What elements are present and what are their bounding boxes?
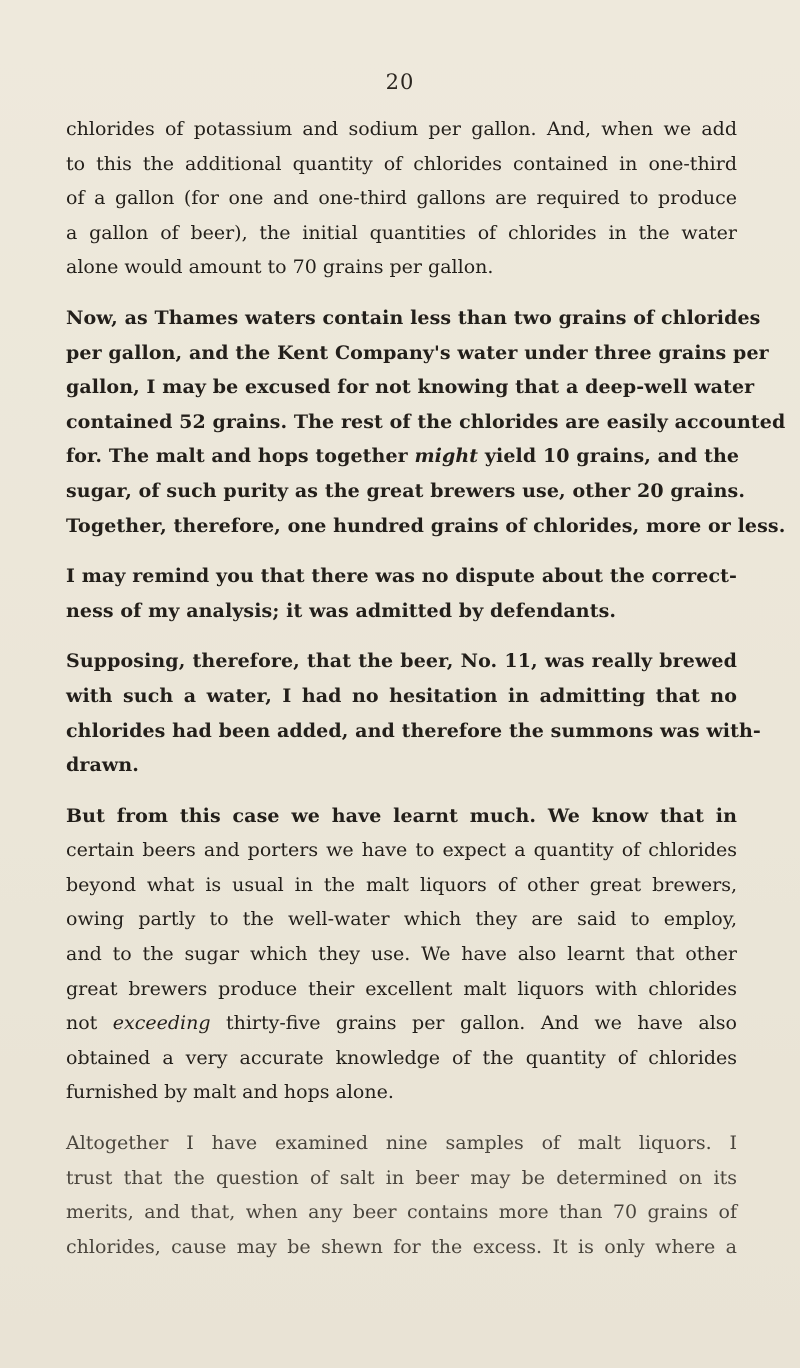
- text-line: Together, therefore, one hundred grains of chlorides, more or less.: [66, 514, 786, 537]
- text-line: drawn.: [66, 754, 139, 777]
- text-line: ness of my analysis; it was admitted by defendants.: [66, 599, 617, 622]
- text-line: chlorides, cause may be shewn for the excess. It is only where a: [66, 1235, 737, 1258]
- page-number: 20: [385, 70, 415, 94]
- text-line: certain beers and porters we have to expect a quantity of chlorides: [66, 839, 737, 862]
- text-line: Now, as Thames waters contain less than two grains of chlorides: [66, 306, 761, 329]
- text-line-with-italic: for. The malt and hops together might yield 10 grains, and the: [66, 445, 740, 468]
- italic-emphasis: exceeding: [112, 1012, 211, 1035]
- text-line: contained 52 grains. The rest of the chlorides are easily accounted: [66, 410, 786, 433]
- text-line: chlorides of potassium and sodium per gallon. And, when we add: [66, 118, 737, 140]
- italic-emphasis: might: [414, 445, 479, 468]
- text-line: owing partly to the well-water which they are said to employ,: [66, 908, 737, 931]
- paragraph-1: [66, 112, 737, 285]
- text-line: and to the sugar which they use. We have also learnt that other: [66, 943, 737, 966]
- text-line: gallon, I may be excused for not knowing that a deep-well water: [66, 376, 755, 399]
- text-line: of a gallon (for one and one-third gallons are required to produce: [66, 187, 737, 210]
- text-line: with such a water, I had no hesitation in admitting that no: [66, 684, 737, 707]
- paragraph-5: [66, 799, 737, 1110]
- paragraph-4: [66, 644, 761, 782]
- text-line: beyond what is usual in the malt liquors of other great brewers,: [66, 873, 737, 896]
- text-line: Supposing, therefore, that the beer, No. 11, was really brewed: [66, 650, 737, 673]
- paragraph-6: [66, 1126, 737, 1264]
- text-line: But from this case we have learnt much. We know that in: [66, 804, 737, 827]
- text-line: alone would amount to 70 grains per gallon.: [66, 256, 494, 279]
- text-line: chlorides had been added, and therefore the summons was with-: [66, 719, 761, 742]
- text-line: merits, and that, when any beer contains more than 70 grains of: [66, 1201, 737, 1224]
- text-line-with-italic: not exceeding thirty-five grains per gallon. And we have also: [66, 1012, 737, 1035]
- text-line: trust that the question of salt in beer may be determined on its: [66, 1166, 737, 1189]
- text-line: a gallon of beer), the initial quantities of chlorides in the water: [66, 221, 737, 244]
- text-line: Altogether I have examined nine samples of malt liquors. I: [66, 1132, 737, 1155]
- text-line: furnished by malt and hops alone.: [66, 1081, 394, 1104]
- text-line: sugar, of such purity as the great brewers use, other 20 grains.: [66, 479, 746, 502]
- text-line: to this the additional quantity of chlorides contained in one-third: [66, 152, 737, 175]
- text-line: great brewers produce their excellent malt liquors with chlorides: [66, 977, 737, 1000]
- body-text: [66, 112, 786, 1264]
- text-line: obtained a very accurate knowledge of the quantity of chlorides: [66, 1046, 737, 1069]
- text-line: per gallon, and the Kent Company's water under three grains per: [66, 341, 769, 364]
- paragraph-3: [66, 559, 737, 628]
- paragraph-2: [66, 301, 786, 543]
- text-line: I may remind you that there was no dispute about the correct-: [66, 565, 737, 588]
